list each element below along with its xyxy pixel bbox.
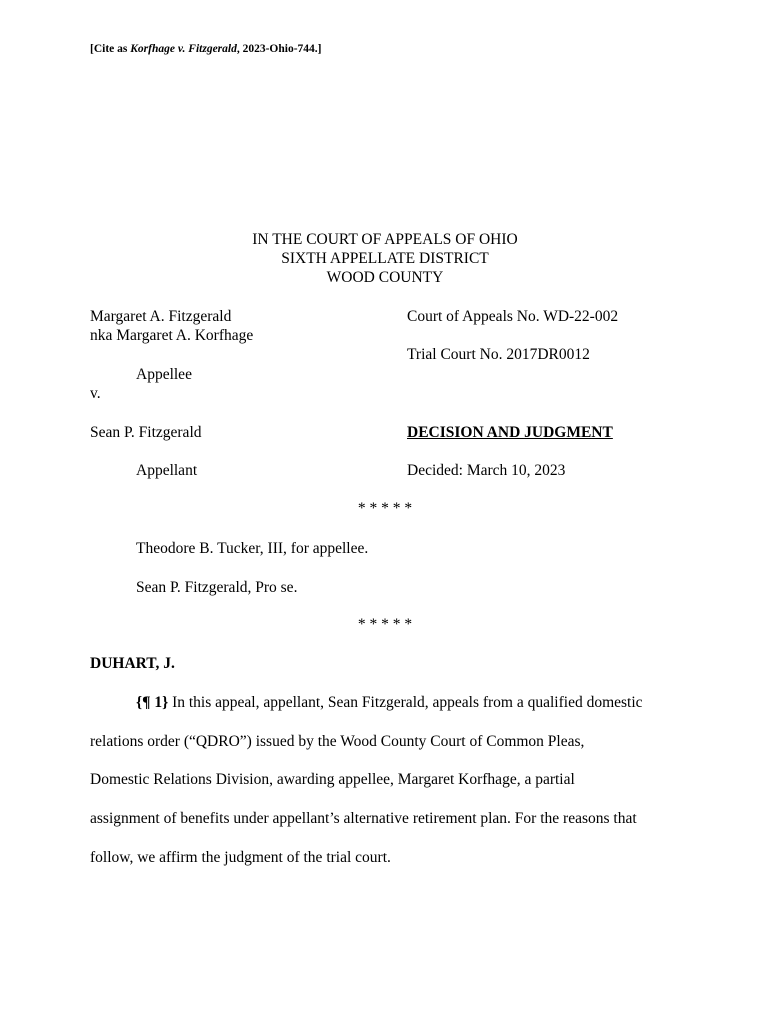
paragraph-1-line-4: assignment of benefits under appellant’s alternative retirement plan. For the reasons that (90, 810, 637, 827)
cite-prefix: [Cite as (90, 43, 131, 55)
decision-title: DECISION AND JUDGMENT (407, 424, 613, 441)
appeals-case-number: Court of Appeals No. WD-22-002 (407, 308, 619, 325)
paragraph-1-line-5: follow, we affirm the judgment of the trial court. (90, 849, 391, 866)
appellant-role: Appellant (136, 462, 198, 479)
paragraph-marker: {¶ 1} (136, 694, 169, 711)
county-name: WOOD COUNTY (326, 269, 444, 286)
trial-case-number: Trial Court No. 2017DR0012 (407, 346, 590, 363)
paragraph-1-line-3: Domestic Relations Division, awarding appellee, Margaret Korfhage, a partial (90, 771, 575, 788)
paragraph-1-line-2: relations order (“QDRO”) issued by the Wood County Court of Common Pleas, (90, 733, 585, 750)
versus: v. (90, 385, 101, 402)
cite-case-name: Korfhage v. Fitzgerald (130, 43, 237, 55)
counsel-appellee: Theodore B. Tucker, III, for appellee. (136, 540, 369, 557)
cite-suffix: , 2023-Ohio-744.] (236, 43, 322, 55)
paragraph-1-line-1 (136, 694, 643, 712)
separator-bottom: * * * * * (357, 616, 413, 633)
court-name: IN THE COURT OF APPEALS OF OHIO (252, 231, 518, 248)
appellee-aka: nka Margaret A. Korfhage (90, 327, 254, 344)
appellee-name: Margaret A. Fitzgerald (90, 308, 232, 325)
paragraph-1-line-1-text: In this appeal, appellant, Sean Fitzgerald, appeals from a qualified domestic (168, 694, 643, 711)
citation-line (90, 43, 322, 55)
separator-top: * * * * * (357, 500, 413, 517)
appellant-name: Sean P. Fitzgerald (90, 424, 202, 441)
judge-name: DUHART, J. (90, 655, 175, 672)
counsel-appellant: Sean P. Fitzgerald, Pro se. (136, 579, 298, 596)
appellee-role: Appellee (136, 366, 192, 383)
district-name: SIXTH APPELLATE DISTRICT (281, 250, 489, 267)
decided-date: Decided: March 10, 2023 (407, 462, 566, 479)
